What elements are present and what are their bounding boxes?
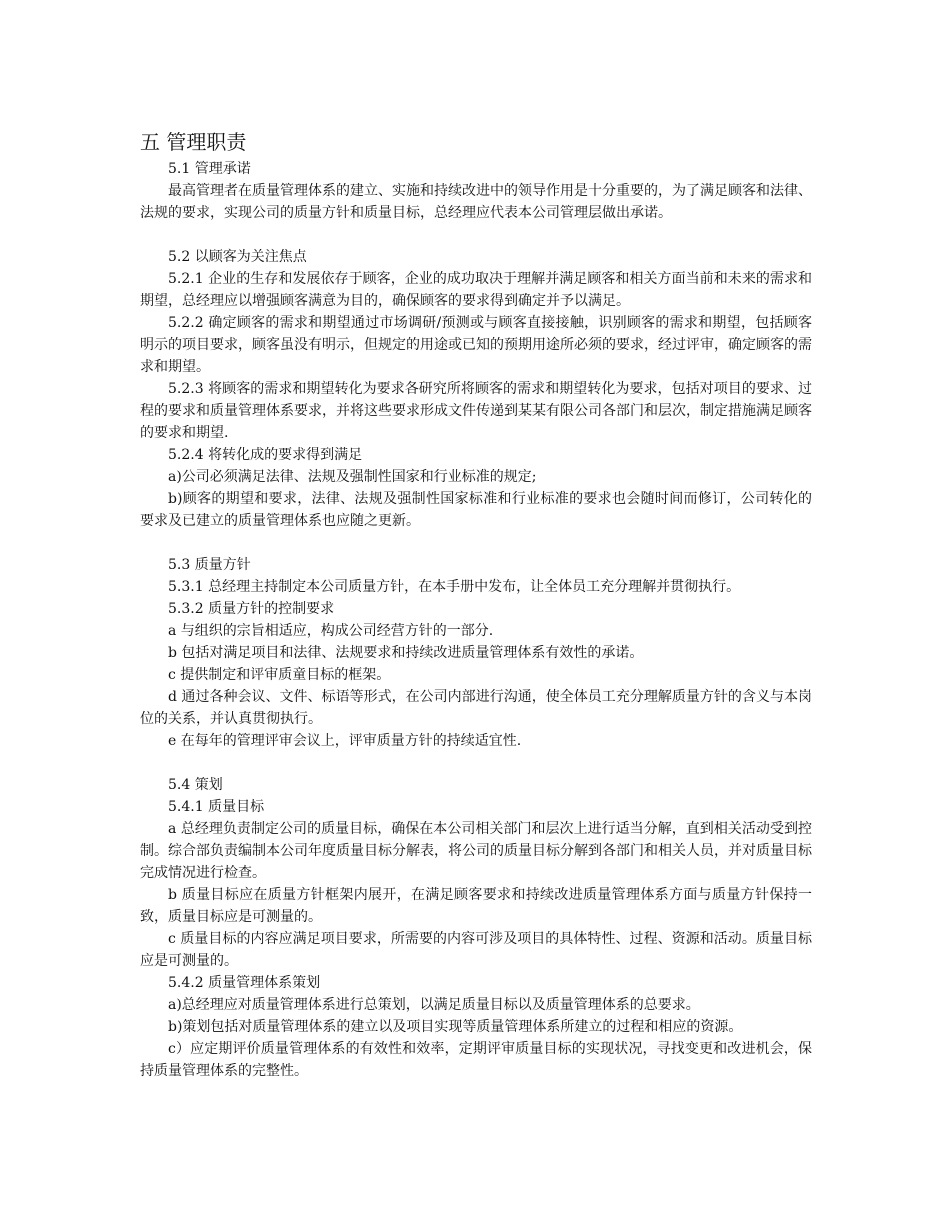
subsection-heading: 5.4.1 质量目标 [168, 799, 265, 815]
list-item: a 总经理负责制定公司的质量目标，确保在本公司相关部门和层次上进行适当分解，直到相关活动受到控制。综合部负责编制本公司年度质量目标分解表，将公司的质量目标分解到各部门和相关人员，并对质量目标完成情况进行检查。 [140, 821, 812, 881]
paragraph: 5.3.1 总经理主持制定本公司质量方针，在本手册中发布，让全体员工充分理解并贯彻执行。 [168, 579, 741, 595]
list-item: a 与组织的宗旨相适应，构成公司经营方针的一部分. [168, 623, 494, 639]
section-gap [140, 532, 812, 554]
paragraph: 5.2.2 确定顾客的需求和期望通过市场调研/预测或与顾客直接接触，识别顾客的需求和期望，包括顾客明示的项目要求，顾客虽没有明示，但规定的用途或已知的预期用途所必须的要求，经过评审，确定顾客的需求和期望。 [140, 315, 812, 375]
list-item: b)策划包括对质量管理体系的建立以及项目实现等质量管理体系所建立的过程和相应的资源。 [168, 1019, 743, 1035]
list-item: a)公司必须满足法律、法规及强制性国家和行业标准的规定; [168, 469, 537, 485]
list-item: b)顾客的期望和要求，法律、法规及强制性国家标准和行业标准的要求也会随时间而修订，公司转化的要求及已建立的质量管理体系也应随之更新。 [140, 491, 812, 529]
section-heading: 5.3 质量方针 [168, 557, 251, 573]
section-gap [140, 224, 812, 246]
subsection-heading: 5.3.2 质量方针的控制要求 [168, 601, 335, 617]
list-item: e 在每年的管理评审会议上，评审质量方针的持续适宜性. [168, 733, 522, 749]
list-item: c 提供制定和评审质童目标的框架。 [168, 667, 391, 683]
section-heading: 5.1 管理承诺 [168, 161, 251, 177]
list-item: a)总经理应对质量管理体系进行总策划，以满足质量目标以及质量管理体系的总要求。 [168, 997, 700, 1013]
list-item: b 质量目标应在质量方针框架内展开，在满足顾客要求和持续改进质量管理体系方面与质量方针保持一致，质量目标应是可测量的。 [140, 887, 812, 925]
paragraph: 5.2.3 将顾客的需求和期望转化为要求各研究所将顾客的需求和期望转化为要求，包括对项目的要求、过程的要求和质量管理体系要求，并将这些要求形成文件传递到某某有限公司各部门和层次，制定措施满足顾客的要求和期望. [140, 381, 812, 441]
subsection-heading: 5.4.2 质量管理体系策划 [168, 975, 321, 991]
list-item: d 通过各种会议、文件、标语等形式，在公司内部进行沟通，使全体员工充分理解质量方针的含义与本岗位的关系，并认真贯彻执行。 [140, 689, 812, 727]
section-heading: 5.4 策划 [168, 777, 223, 793]
list-item: c）应定期评价质量管理体系的有效性和效率，定期评审质量目标的实现状况，寻找变更和改进机会，保持质量管理体系的完整性。 [140, 1041, 812, 1079]
subsection-heading: 5.2.4 将转化成的要求得到满足 [168, 447, 363, 463]
list-item: b 包括对满足项目和法律、法规要求和持续改进质量管理体系有效性的承诺。 [168, 645, 644, 661]
document-page [140, 128, 812, 1082]
section-gap [140, 752, 812, 774]
paragraph: 最高管理者在质量管理体系的建立、实施和持续改进中的领导作用是十分重要的，为了满足顾客和法律、法规的要求，实现公司的质量方针和质量目标，总经理应代表本公司管理层做出承诺。 [140, 183, 812, 221]
paragraph: 5.2.1 企业的生存和发展依存于顾客，企业的成功取决于理解并满足顾客和相关方面当前和未来的需求和期望，总经理应以增强顾客满意为目的，确保顾客的要求得到确定并予以满足。 [140, 271, 812, 309]
section-heading: 5.2 以顾客为关注焦点 [168, 249, 307, 265]
chapter-title: 五 管理职责 [140, 130, 247, 154]
list-item: c 质量目标的内容应满足项目要求，所需要的内容可涉及项目的具体特性、过程、资源和活动。质量目标应是可测量的。 [140, 931, 812, 969]
